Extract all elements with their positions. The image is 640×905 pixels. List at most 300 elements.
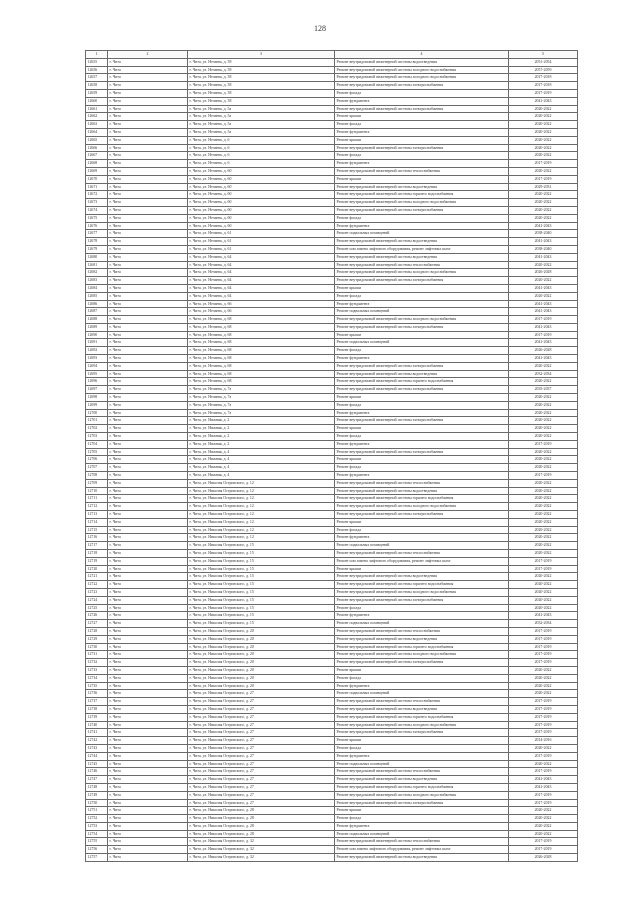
period-cell: 2041-2043: [509, 323, 578, 331]
table-row: [86, 355, 578, 363]
address-cell: г. Чита, ул. Нечаева, д. 61: [188, 245, 335, 253]
row-index-cell: 12677: [86, 230, 108, 238]
address-cell: г. Чита, ул. Николая Островского, д. 28: [188, 830, 335, 838]
address-cell: г. Чита, ул. Николая Островского, д. 20: [188, 627, 335, 635]
row-index-cell: 12713: [86, 511, 108, 519]
municipality-cell: г. Чита: [108, 199, 188, 207]
address-cell: г. Чита, ул. Николая Островского, д. 15: [188, 565, 335, 573]
row-index-cell: 12679: [86, 245, 108, 253]
municipality-cell: г. Чита: [108, 136, 188, 144]
address-cell: г. Чита, ул. Николая Островского, д. 27: [188, 690, 335, 698]
period-cell: 2017-2018: [509, 74, 578, 82]
work-type-cell: Ремонт фундамента: [335, 612, 509, 620]
work-type-cell: Ремонт фасада: [335, 464, 509, 472]
table-row: [86, 136, 578, 144]
row-index-cell: 12722: [86, 581, 108, 589]
period-cell: 2020-2022: [509, 362, 578, 370]
work-type-cell: Ремонт фундамента: [335, 472, 509, 480]
period-cell: 2020-2022: [509, 518, 578, 526]
work-type-cell: Ремонт внутридомовой инженерной системы теплоснабжения: [335, 698, 509, 706]
work-type-cell: Ремонт фундамента: [335, 409, 509, 417]
municipality-cell: г. Чита: [108, 713, 188, 721]
table-row: [86, 378, 578, 386]
municipality-cell: г. Чита: [108, 214, 188, 222]
period-cell: 2017-2019: [509, 635, 578, 643]
municipality-cell: г. Чита: [108, 791, 188, 799]
work-type-cell: Ремонт крыши: [335, 456, 509, 464]
row-index-cell: 12668: [86, 160, 108, 168]
address-cell: г. Чита, ул. Нечаева, д. 66: [188, 308, 335, 316]
table-row: [86, 191, 578, 199]
address-cell: г. Чита, ул. Николая Островского, д. 12: [188, 479, 335, 487]
address-cell: г. Чита, ул. Нечаева, д. 6: [188, 152, 335, 160]
address-cell: г. Чита, ул. Николая Островского, д. 15: [188, 557, 335, 565]
period-cell: 2017-2019: [509, 768, 578, 776]
period-cell: 2020-2022: [509, 113, 578, 121]
row-index-cell: 12703: [86, 433, 108, 441]
municipality-cell: г. Чита: [108, 66, 188, 74]
period-cell: 2020-2022: [509, 277, 578, 285]
work-type-cell: Ремонт внутридомовой инженерной системы электроснабжения: [335, 105, 509, 113]
table-row: [86, 269, 578, 277]
work-type-cell: Ремонт фундамента: [335, 822, 509, 830]
table-row: [86, 121, 578, 129]
row-index-cell: 12688: [86, 316, 108, 324]
address-cell: г. Чита, ул. Николая Островского, д. 32: [188, 838, 335, 846]
work-type-cell: Ремонт фундамента: [335, 682, 509, 690]
address-cell: г. Чита, ул. Нечаева, д. 60: [188, 222, 335, 230]
table-row: [86, 58, 578, 66]
table-row: [86, 565, 578, 573]
municipality-cell: г. Чита: [108, 370, 188, 378]
row-index-cell: 12700: [86, 409, 108, 417]
address-cell: г. Чита, ул. Николая Островского, д. 27: [188, 799, 335, 807]
work-type-cell: Ремонт крыши: [335, 737, 509, 745]
row-index-cell: 12717: [86, 542, 108, 550]
work-type-cell: Ремонт фасада: [335, 121, 509, 129]
work-type-cell: Ремонт внутридомовой инженерной системы горячего водоснабжения: [335, 783, 509, 791]
table-row: [86, 768, 578, 776]
period-cell: 2020-2022: [509, 401, 578, 409]
row-index-cell: 12701: [86, 417, 108, 425]
row-index-cell: 12695: [86, 370, 108, 378]
municipality-cell: г. Чита: [108, 472, 188, 480]
address-cell: г. Чита, ул. Нечаева, д. 7а: [188, 386, 335, 394]
work-type-cell: Ремонт подвальных помещений: [335, 830, 509, 838]
municipality-cell: г. Чита: [108, 768, 188, 776]
municipality-cell: г. Чита: [108, 698, 188, 706]
table-row: [86, 713, 578, 721]
address-cell: г. Чита, ул. Николая Островского, д. 27: [188, 705, 335, 713]
row-index-cell: 12741: [86, 729, 108, 737]
work-type-cell: Ремонт фундамента: [335, 222, 509, 230]
work-type-cell: Ремонт внутридомовой инженерной системы холодного водоснабжения: [335, 791, 509, 799]
address-cell: г. Чита, ул. Нижняя, д. 2: [188, 440, 335, 448]
table-body: [86, 58, 578, 861]
address-cell: г. Чита, ул. Нечаева, д. 7а: [188, 409, 335, 417]
address-cell: г. Чита, ул. Нечаева, д. 60: [188, 191, 335, 199]
table-row: [86, 698, 578, 706]
municipality-cell: г. Чита: [108, 277, 188, 285]
row-index-cell: 12659: [86, 89, 108, 97]
address-cell: г. Чита, ул. Николая Островского, д. 32: [188, 846, 335, 854]
address-cell: г. Чита, ул. Николая Островского, д. 15: [188, 612, 335, 620]
work-type-cell: Ремонт внутридомовой инженерной системы холодного водоснабжения: [335, 66, 509, 74]
municipality-cell: г. Чита: [108, 222, 188, 230]
period-cell: 2017-2019: [509, 791, 578, 799]
work-type-cell: Ремонт внутридомовой инженерной системы теплоснабжения: [335, 261, 509, 269]
period-cell: 2020-2022: [509, 534, 578, 542]
address-cell: г. Чита, ул. Николая Островского, д. 15: [188, 588, 335, 596]
table-row: [86, 199, 578, 207]
table-row: [86, 581, 578, 589]
address-cell: г. Чита, ул. Николая Островского, д. 20: [188, 682, 335, 690]
address-cell: г. Чита, ул. Николая Островского, д. 27: [188, 713, 335, 721]
municipality-cell: г. Чита: [108, 705, 188, 713]
period-cell: 2020-2022: [509, 261, 578, 269]
row-index-cell: 12716: [86, 534, 108, 542]
period-cell: 2020-2022: [509, 690, 578, 698]
municipality-cell: г. Чита: [108, 635, 188, 643]
table-row: [86, 721, 578, 729]
table-row: [86, 66, 578, 74]
table-row: [86, 386, 578, 394]
row-index-cell: 12732: [86, 659, 108, 667]
row-index-cell: 12737: [86, 698, 108, 706]
municipality-cell: г. Чита: [108, 206, 188, 214]
municipality-cell: г. Чита: [108, 89, 188, 97]
work-type-cell: Ремонт фасада: [335, 744, 509, 752]
work-type-cell: Ремонт внутридомовой инженерной системы электроснабжения: [335, 511, 509, 519]
period-cell: 2020-2022: [509, 550, 578, 558]
row-index-cell: 12748: [86, 783, 108, 791]
period-cell: 2041-2043: [509, 238, 578, 246]
table-row: [86, 206, 578, 214]
address-cell: г. Чита, ул. Нечаева, д. 64: [188, 284, 335, 292]
row-index-cell: 12685: [86, 292, 108, 300]
municipality-cell: г. Чита: [108, 518, 188, 526]
work-type-cell: Ремонт внутридомовой инженерной системы холодного водоснабжения: [335, 199, 509, 207]
municipality-cell: г. Чита: [108, 682, 188, 690]
municipality-cell: г. Чита: [108, 230, 188, 238]
work-type-cell: Ремонт или замена лифтового оборудования, ремонт лифтовых шахт: [335, 557, 509, 565]
row-index-cell: 12692: [86, 347, 108, 355]
period-cell: 2020-2022: [509, 581, 578, 589]
period-cell: 2020-2022: [509, 128, 578, 136]
period-cell: 2041-2043: [509, 355, 578, 363]
table-row: [86, 214, 578, 222]
work-type-cell: Ремонт внутридомовой инженерной системы водоотведения: [335, 635, 509, 643]
period-cell: 2020-2022: [509, 144, 578, 152]
address-cell: г. Чита, ул. Нижняя, д. 2: [188, 425, 335, 433]
table-row: [86, 183, 578, 191]
municipality-cell: г. Чита: [108, 331, 188, 339]
work-type-cell: Ремонт внутридомовой инженерной системы теплоснабжения: [335, 479, 509, 487]
address-cell: г. Чита, ул. Николая Островского, д. 20: [188, 651, 335, 659]
period-cell: 2020-2022: [509, 448, 578, 456]
table-row: [86, 487, 578, 495]
row-index-cell: 12718: [86, 550, 108, 558]
municipality-cell: г. Чита: [108, 269, 188, 277]
municipality-cell: г. Чита: [108, 760, 188, 768]
table-row: [86, 550, 578, 558]
period-cell: 2017-2019: [509, 627, 578, 635]
address-cell: г. Чита, ул. Николая Островского, д. 15: [188, 596, 335, 604]
row-index-cell: 12749: [86, 791, 108, 799]
table-row: [86, 682, 578, 690]
row-index-cell: 12744: [86, 752, 108, 760]
period-cell: 2041-2043: [509, 308, 578, 316]
municipality-cell: г. Чита: [108, 838, 188, 846]
municipality-cell: г. Чита: [108, 620, 188, 628]
municipality-cell: г. Чита: [108, 113, 188, 121]
table-row: [86, 854, 578, 862]
period-cell: 2020-2022: [509, 760, 578, 768]
work-type-cell: Ремонт внутридомовой инженерной системы теплоснабжения: [335, 768, 509, 776]
row-index-cell: 12680: [86, 253, 108, 261]
period-cell: 2041-2043: [509, 783, 578, 791]
period-cell: 2014-2016: [509, 737, 578, 745]
row-index-cell: 12730: [86, 643, 108, 651]
period-cell: 2017-2019: [509, 316, 578, 324]
municipality-cell: г. Чита: [108, 160, 188, 168]
municipality-cell: г. Чита: [108, 690, 188, 698]
municipality-cell: г. Чита: [108, 409, 188, 417]
address-cell: г. Чита, ул. Николая Островского, д. 15: [188, 581, 335, 589]
municipality-cell: г. Чита: [108, 183, 188, 191]
row-index-cell: 12662: [86, 113, 108, 121]
address-cell: г. Чита, ул. Нечаева, д. 58: [188, 89, 335, 97]
period-cell: 2017-2019: [509, 799, 578, 807]
table-row: [86, 347, 578, 355]
work-type-cell: Ремонт внутридомовой инженерной системы горячего водоснабжения: [335, 713, 509, 721]
row-index-cell: 12745: [86, 760, 108, 768]
work-type-cell: Ремонт фундамента: [335, 300, 509, 308]
table-row: [86, 472, 578, 480]
address-cell: г. Чита, ул. Нечаева, д. 58: [188, 82, 335, 90]
municipality-cell: г. Чита: [108, 557, 188, 565]
address-cell: г. Чита, ул. Николая Островского, д. 12: [188, 495, 335, 503]
table-row: [86, 744, 578, 752]
table-row: [86, 503, 578, 511]
address-cell: г. Чита, ул. Нечаева, д. 68: [188, 339, 335, 347]
municipality-cell: г. Чита: [108, 97, 188, 105]
work-type-cell: Ремонт фундамента: [335, 534, 509, 542]
row-index-cell: 12697: [86, 386, 108, 394]
row-index-cell: 12736: [86, 690, 108, 698]
period-cell: 2041-2043: [509, 253, 578, 261]
row-index-cell: 12687: [86, 308, 108, 316]
municipality-cell: г. Чита: [108, 58, 188, 66]
municipality-cell: г. Чита: [108, 308, 188, 316]
address-cell: г. Чита, ул. Нечаева, д. 66: [188, 300, 335, 308]
municipality-cell: г. Чита: [108, 464, 188, 472]
period-cell: 2017-2019: [509, 698, 578, 706]
row-index-cell: 12691: [86, 339, 108, 347]
work-type-cell: Ремонт фасада: [335, 214, 509, 222]
work-type-cell: Ремонт подвальных помещений: [335, 308, 509, 316]
municipality-cell: г. Чита: [108, 347, 188, 355]
municipality-cell: г. Чита: [108, 815, 188, 823]
work-type-cell: Ремонт внутридомовой инженерной системы холодного водоснабжения: [335, 721, 509, 729]
work-type-cell: Ремонт фасада: [335, 347, 509, 355]
municipality-cell: г. Чита: [108, 82, 188, 90]
table-row: [86, 284, 578, 292]
period-cell: 2035-2037: [509, 386, 578, 394]
work-type-cell: Ремонт внутридомовой инженерной системы электроснабжения: [335, 323, 509, 331]
work-type-cell: Ремонт подвальных помещений: [335, 620, 509, 628]
row-index-cell: 12708: [86, 472, 108, 480]
row-index-cell: 12665: [86, 136, 108, 144]
period-cell: 2020-2022: [509, 573, 578, 581]
table-row: [86, 783, 578, 791]
table-row: [86, 362, 578, 370]
work-type-cell: Ремонт фундамента: [335, 440, 509, 448]
table-row: [86, 815, 578, 823]
address-cell: г. Чита, ул. Нижняя, д. 2: [188, 417, 335, 425]
period-cell: 2017-2019: [509, 838, 578, 846]
period-cell: 2041-2043: [509, 284, 578, 292]
municipality-cell: г. Чита: [108, 588, 188, 596]
table-row: [86, 822, 578, 830]
address-cell: г. Чита, ул. Нечаева, д. 5а: [188, 121, 335, 129]
municipality-cell: г. Чита: [108, 440, 188, 448]
table-row: [86, 659, 578, 667]
row-index-cell: 12684: [86, 284, 108, 292]
address-cell: г. Чита, ул. Николая Островского, д. 27: [188, 737, 335, 745]
row-index-cell: 12756: [86, 846, 108, 854]
column-number-header-row: [86, 51, 578, 59]
work-type-cell: Ремонт внутридомовой инженерной системы водоотведения: [335, 487, 509, 495]
municipality-cell: г. Чита: [108, 744, 188, 752]
address-cell: г. Чита, ул. Нечаева, д. 64: [188, 253, 335, 261]
address-cell: г. Чита, ул. Нечаева, д. 60: [188, 214, 335, 222]
work-type-cell: Ремонт внутридомовой инженерной системы электроснабжения: [335, 659, 509, 667]
municipality-cell: г. Чита: [108, 323, 188, 331]
municipality-cell: г. Чита: [108, 425, 188, 433]
municipality-cell: г. Чита: [108, 378, 188, 386]
row-index-cell: 12669: [86, 167, 108, 175]
row-index-cell: 12715: [86, 526, 108, 534]
row-index-cell: 12719: [86, 557, 108, 565]
municipality-cell: г. Чита: [108, 729, 188, 737]
work-type-cell: Ремонт крыши: [335, 565, 509, 573]
period-cell: 2017-2019: [509, 440, 578, 448]
work-type-cell: Ремонт внутридомовой инженерной системы электроснабжения: [335, 82, 509, 90]
municipality-cell: г. Чита: [108, 144, 188, 152]
municipality-cell: г. Чита: [108, 822, 188, 830]
address-cell: г. Чита, ул. Николая Островского, д. 28: [188, 815, 335, 823]
row-index-cell: 12752: [86, 815, 108, 823]
work-type-cell: Ремонт крыши: [335, 136, 509, 144]
municipality-cell: г. Чита: [108, 121, 188, 129]
municipality-cell: г. Чита: [108, 339, 188, 347]
municipality-cell: г. Чита: [108, 74, 188, 82]
period-cell: 2020-2022: [509, 417, 578, 425]
row-index-cell: 12702: [86, 425, 108, 433]
row-index-cell: 12694: [86, 362, 108, 370]
work-type-cell: Ремонт крыши: [335, 666, 509, 674]
table-row: [86, 300, 578, 308]
municipality-cell: г. Чита: [108, 752, 188, 760]
municipality-cell: г. Чита: [108, 643, 188, 651]
address-cell: г. Чита, ул. Николая Островского, д. 15: [188, 542, 335, 550]
work-type-cell: Ремонт крыши: [335, 113, 509, 121]
municipality-cell: г. Чита: [108, 456, 188, 464]
municipality-cell: г. Чита: [108, 783, 188, 791]
work-type-cell: Ремонт подвальных помещений: [335, 760, 509, 768]
work-type-cell: Ремонт внутридомовой инженерной системы холодного водоснабжения: [335, 588, 509, 596]
work-type-cell: Ремонт внутридомовой инженерной системы водоотведения: [335, 183, 509, 191]
work-type-cell: Ремонт внутридомовой инженерной системы электроснабжения: [335, 448, 509, 456]
table-row: [86, 160, 578, 168]
address-cell: г. Чита, ул. Нечаева, д. 68: [188, 331, 335, 339]
row-index-cell: 12699: [86, 401, 108, 409]
municipality-cell: г. Чита: [108, 105, 188, 113]
address-cell: г. Чита, ул. Нечаева, д. 68: [188, 347, 335, 355]
table-row: [86, 651, 578, 659]
row-index-cell: 12673: [86, 199, 108, 207]
period-cell: 2029-2031: [509, 183, 578, 191]
row-index-cell: 12681: [86, 261, 108, 269]
work-type-cell: Ремонт внутридомовой инженерной системы холодного водоснабжения: [335, 269, 509, 277]
row-index-cell: 12747: [86, 776, 108, 784]
column-header: 2: [108, 51, 188, 59]
municipality-cell: г. Чита: [108, 542, 188, 550]
address-cell: г. Чита, ул. Нечаева, д. 7а: [188, 394, 335, 402]
table-row: [86, 433, 578, 441]
period-cell: 2020-2022: [509, 464, 578, 472]
table-row: [86, 331, 578, 339]
row-index-cell: 12663: [86, 121, 108, 129]
work-type-cell: Ремонт фундамента: [335, 160, 509, 168]
municipality-cell: г. Чита: [108, 394, 188, 402]
work-type-cell: Ремонт внутридомовой инженерной системы теплоснабжения: [335, 838, 509, 846]
period-cell: 2017-2019: [509, 729, 578, 737]
table-row: [86, 760, 578, 768]
address-cell: г. Чита, ул. Нечаева, д. 58: [188, 74, 335, 82]
work-type-cell: Ремонт внутридомовой инженерной системы горячего водоснабжения: [335, 191, 509, 199]
address-cell: г. Чита, ул. Николая Островского, д. 20: [188, 635, 335, 643]
work-type-cell: Ремонт крыши: [335, 284, 509, 292]
work-type-cell: Ремонт внутридомовой инженерной системы горячего водоснабжения: [335, 495, 509, 503]
municipality-cell: г. Чита: [108, 503, 188, 511]
period-cell: 2017-2019: [509, 721, 578, 729]
table-row: [86, 643, 578, 651]
table-row: [86, 588, 578, 596]
period-cell: 2020-2022: [509, 433, 578, 441]
address-cell: г. Чита, ул. Нечаева, д. 60: [188, 206, 335, 214]
period-cell: 2017-2019: [509, 175, 578, 183]
work-type-cell: Ремонт подвальных помещений: [335, 339, 509, 347]
work-type-cell: Ремонт внутридомовой инженерной системы электроснабжения: [335, 277, 509, 285]
work-type-cell: Ремонт фундамента: [335, 752, 509, 760]
address-cell: г. Чита, ул. Николая Островского, д. 20: [188, 674, 335, 682]
period-cell: 2017-2019: [509, 331, 578, 339]
row-index-cell: 12746: [86, 768, 108, 776]
period-cell: 2017-2019: [509, 160, 578, 168]
period-cell: 2020-2022: [509, 744, 578, 752]
address-cell: г. Чита, ул. Николая Островского, д. 28: [188, 822, 335, 830]
address-cell: г. Чита, ул. Николая Островского, д. 12: [188, 511, 335, 519]
work-type-cell: Ремонт фасада: [335, 674, 509, 682]
address-cell: г. Чита, ул. Нечаева, д. 60: [188, 167, 335, 175]
period-cell: 2017-2019: [509, 651, 578, 659]
row-index-cell: 12738: [86, 705, 108, 713]
row-index-cell: 12711: [86, 495, 108, 503]
row-index-cell: 12755: [86, 838, 108, 846]
period-cell: 2020-2022: [509, 830, 578, 838]
